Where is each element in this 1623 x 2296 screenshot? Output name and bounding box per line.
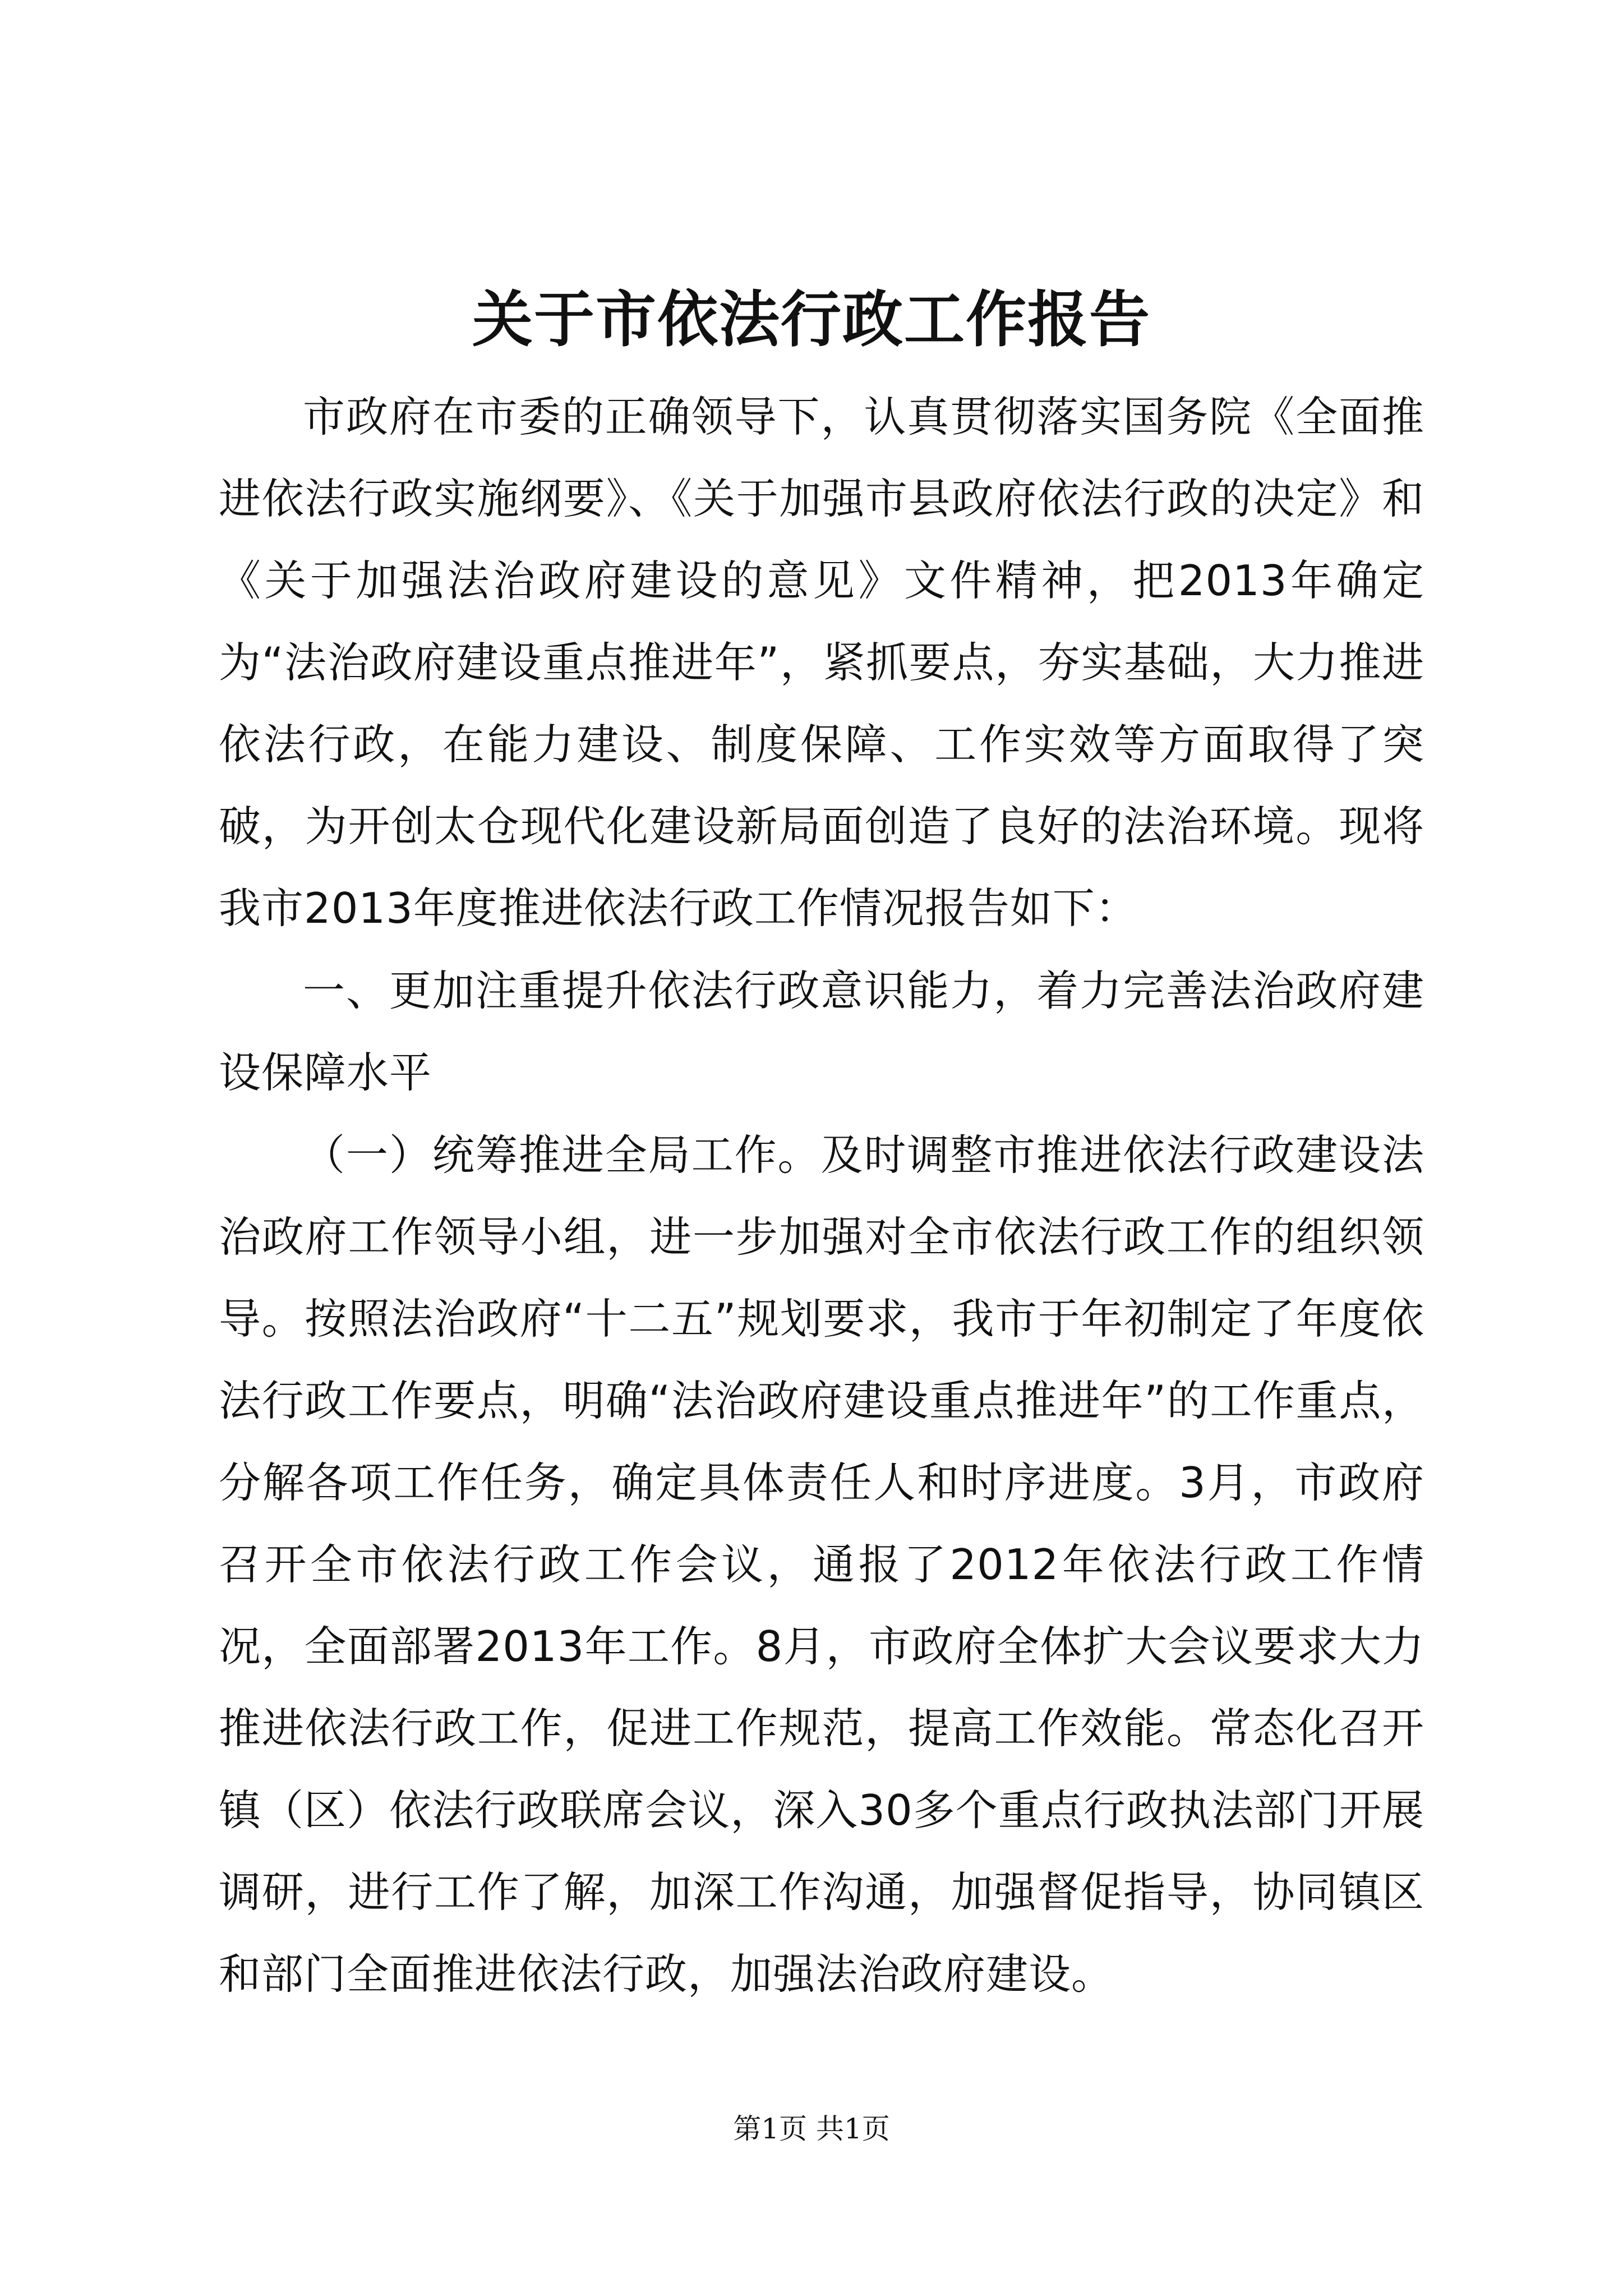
paragraph-section-one-item-one: （一）统筹推进全局工作。及时调整市推进依法行政建设法治政府工作领导小组，进一步加强对全市依法行政工作的组织领导。按照法治政府“十二五”规划要求，我市于年初制定了年度依法行政工作要点，明确“法治政府建设重点推进年”的工作重点，分解各项工作任务，确定具体责任人和时序进度。3月，市政府召开全市依法行政工作会议，通报了2012年依法行政工作情况，全面部署2013年工作。8月，市政府全体扩大会议要求大力推进依法行政工作，促进工作规范，提高工作效能。常态化召开镇（区）依法行政联席会议，深入30多个重点行政执法部门开展调研，进行工作了解，加深工作沟通，加强督促指导，协同镇区和部门全面推进依法行政，加强法治政府建设。 — [219, 1130, 1424, 1999]
paragraph-intro: 市政府在市委的正确领导下，认真贯彻落实国务院《全面推进依法行政实施纲要》、《关于加强市县政府依法行政的决定》和《关于加强法治政府建设的意见》文件精神，把2013年确定为“法治政府建设重点推进年”，紧抓要点，夯实基础，大力推进依法行政，在能力建设、制度保障、工作实效等方面取得了突破，为开创太仓现代化建设新局面创造了良好的法治环境。现将我市2013年度推进依法行政工作情况报告如下： — [219, 392, 1424, 933]
document-title: 关于市依法行政工作报告 — [472, 284, 1151, 355]
section-heading-one: 一、更加注重提升依法行政意识能力，着力完善法治政府建设保障水平 — [219, 966, 1424, 1097]
page-footer: 第1页 共1页 — [733, 2113, 890, 2145]
